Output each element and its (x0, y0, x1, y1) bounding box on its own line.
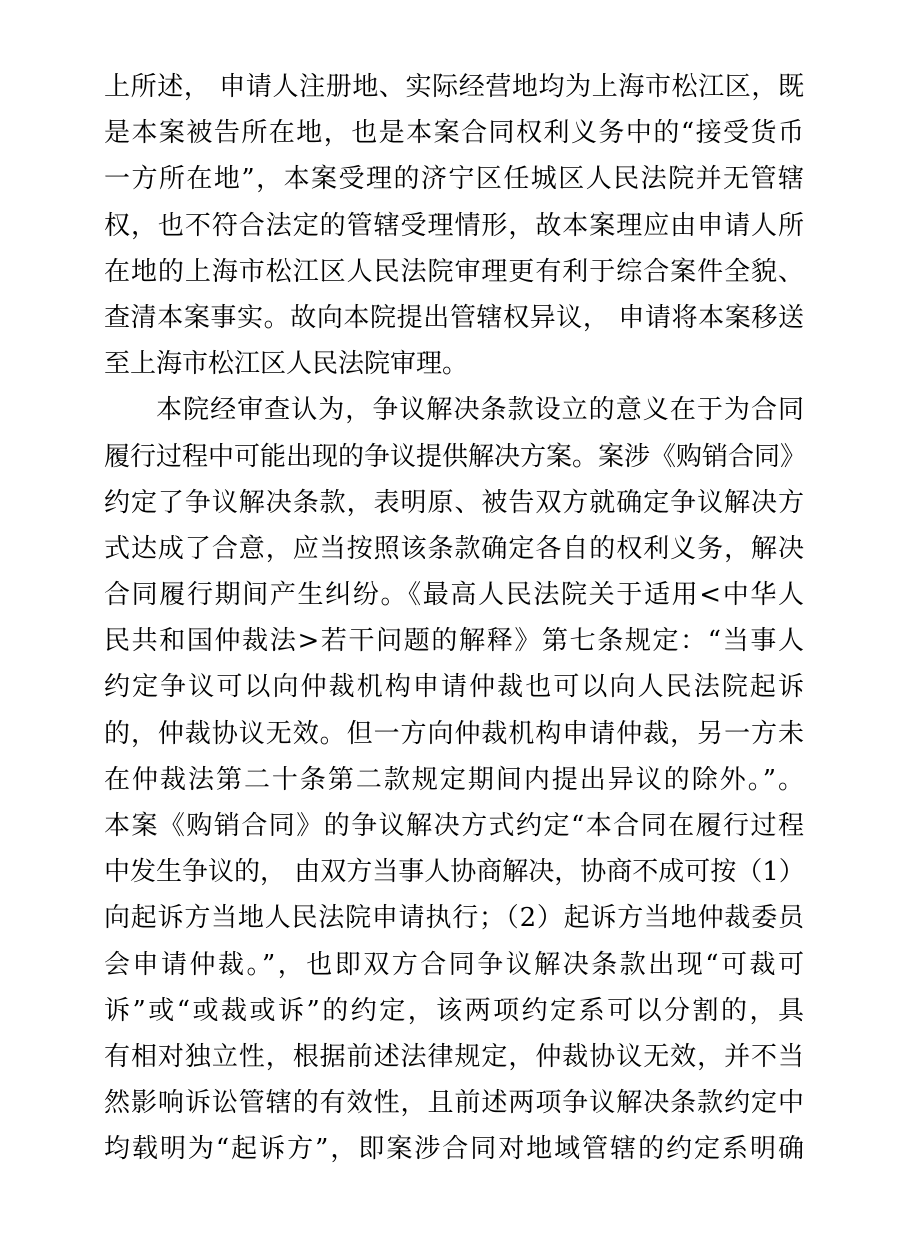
text-line: 是本案被告所在地，也是本案合同权利义务中的“接受货币 (104, 118, 804, 149)
text-line: 上所述， 申请人注册地、实际经营地均为上海市松江区，既 (104, 72, 804, 102)
text-line: 然影响诉讼管辖的有效性，且前述两项争议解决条款约定中 (104, 1088, 804, 1119)
text-line: 本案《购销合同》的争议解决方式约定“本合同在履行过程 (104, 811, 804, 841)
text-line: 查清本案事实。故向本院提出管辖权异议， 申请将本案移送 (104, 302, 804, 333)
text-line: 权，也不符合法定的管辖受理情形，故本案理应由申请人所 (104, 210, 804, 241)
text-line: 式达成了合意，应当按照该条款确定各自的权利义务，解决 (104, 533, 804, 564)
text-line: 均载明为“起诉方”，即案涉合同对地域管辖的约定系明确 (104, 1134, 804, 1165)
text-line: 民共和国仲裁法>若干问题的解释》第七条规定：“当事人 (104, 626, 804, 657)
text-line: 诉”或“或裁或诉”的约定，该两项约定系可以分割的，具 (104, 995, 804, 1026)
text-line: 约定了争议解决条款，表明原、被告双方就确定争议解决方 (104, 487, 804, 518)
text-line: 一方所在地”，本案受理的济宁区任城区人民法院并无管辖 (104, 164, 804, 195)
paragraph-first-line: 本院经审查认为，争议解决条款设立的意义在于为合同 (156, 395, 804, 426)
text-line: 在地的上海市松江区人民法院审理更有利于综合案件全貌、 (104, 256, 804, 287)
text-line: 约定争议可以向仲裁机构申请仲裁也可以向人民法院起诉 (104, 672, 804, 703)
text-line: 向起诉方当地人民法院申请执行；（2）起诉方当地仲裁委员 (104, 903, 804, 934)
text-line: 履行过程中可能出现的争议提供解决方案。案涉《购销合同》 (104, 441, 807, 472)
text-line: 的，仲裁协议无效。但一方向仲裁机构申请仲裁，另一方未 (104, 718, 804, 749)
text-line: 在仲裁法第二十条第二款规定期间内提出异议的除外。”。 (104, 764, 804, 795)
document-body (104, 64, 807, 1173)
text-line: 至上海市松江区人民法院审理。 (104, 349, 469, 380)
text-line: 合同履行期间产生纠纷。《最高人民法院关于适用<中华人 (104, 580, 804, 611)
text-line: 会申请仲裁。”，也即双方合同争议解决条款出现“可裁可 (104, 949, 804, 980)
text-line: 有相对独立性，根据前述法律规定，仲裁协议无效，并不当 (104, 1041, 804, 1072)
text-line: 中发生争议的， 由双方当事人协商解决，协商不成可按（1） (104, 857, 805, 888)
